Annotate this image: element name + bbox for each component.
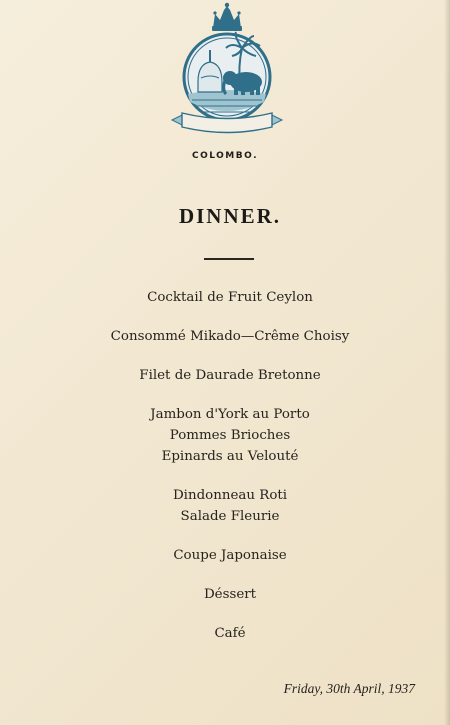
menu-date: Friday, 30th April, 1937: [283, 681, 415, 696]
menu-course: [0, 326, 450, 347]
city-heading: COLOMBO.: [191, 151, 258, 161]
menu-item: Coupe Japonaise: [173, 548, 287, 563]
menu-course: [0, 365, 450, 386]
menu-item: Dindonneau Roti: [172, 488, 288, 503]
menu-course: [0, 545, 450, 566]
menu-item: Consommé Mikado—Crême Choisy: [110, 329, 350, 344]
hotel-crest-logo: [168, 2, 286, 138]
menu-course: [0, 485, 450, 527]
title-divider: [204, 258, 254, 260]
crown-icon: [212, 3, 242, 31]
menu-item: Filet de Daurade Bretonne: [139, 368, 321, 383]
menu-course: [0, 623, 450, 644]
menu-course: [0, 584, 450, 605]
menu-item: Epinards au Velouté: [161, 449, 299, 464]
menu-item: Pommes Brioches: [169, 428, 291, 443]
menu-course: [0, 404, 450, 467]
menu-item: Salade Fleurie: [180, 509, 280, 524]
menu-course: [0, 287, 450, 308]
medallion-scene: [184, 32, 270, 120]
menu-list: [0, 287, 450, 662]
menu-title: DINNER.: [178, 204, 282, 228]
menu-item: Café: [214, 626, 246, 641]
menu-item: Déssert: [203, 587, 257, 602]
menu-item: Cocktail de Fruit Ceylon: [147, 290, 313, 305]
menu-item: Jambon d'York au Porto: [150, 407, 310, 422]
